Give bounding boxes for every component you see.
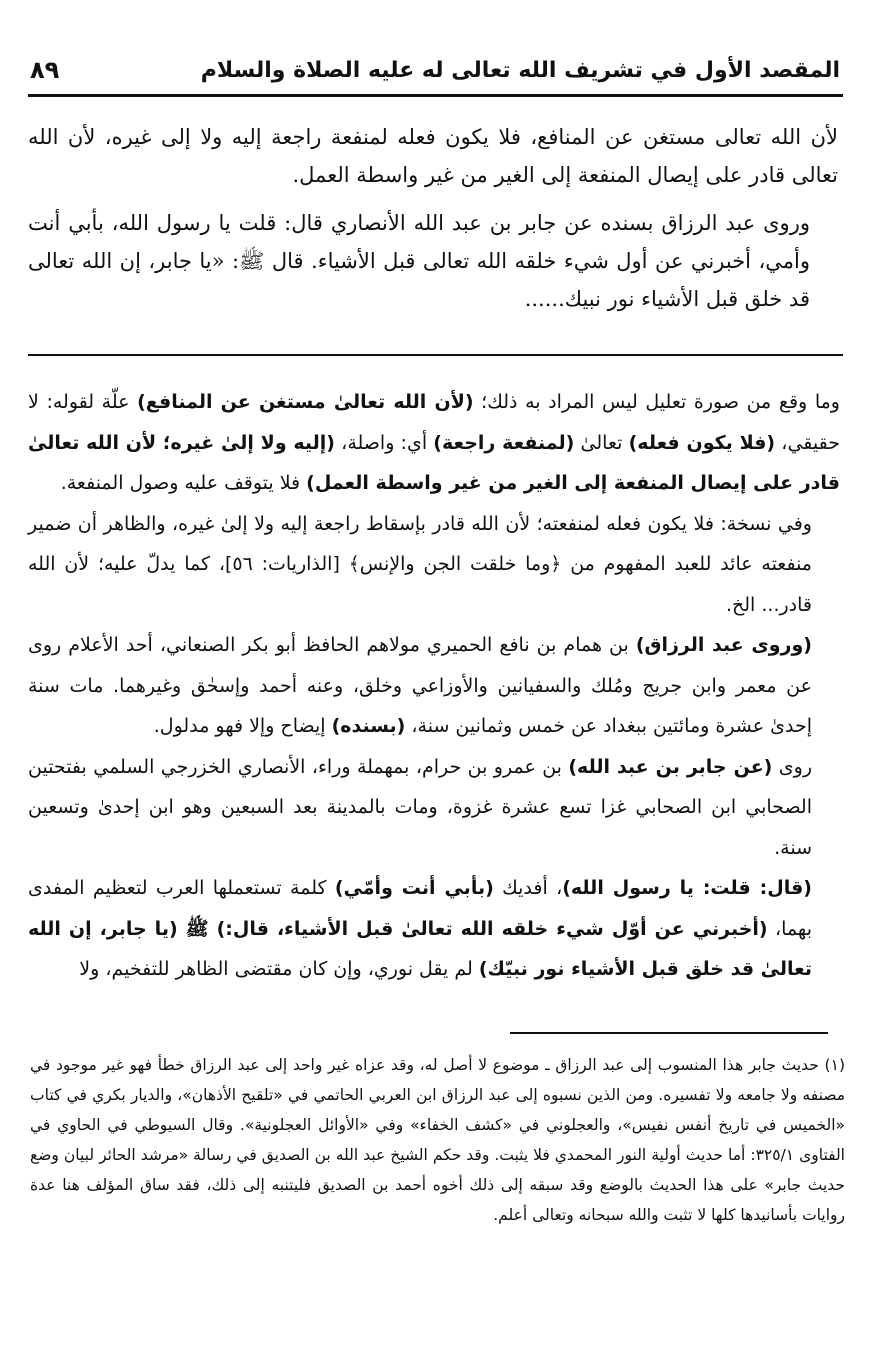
header-divider — [28, 94, 843, 97]
commentary-text-span: كلمة تستعملها العرب لتعظيم المفدى بهما، — [28, 877, 812, 940]
quoted-phrase: (إليه ولا إلىٰ غيره؛ لأن الله تعالىٰ قادر على إيصال المنفعة إلى الغير من غير واسطة العمل) — [28, 431, 840, 494]
main-paragraph-1: لأن الله تعالى مستغن عن المنافع، فلا يكون فعله لمنفعة راجعة إليه ولا إلى غيره، لأن الله تعالى قادر على إيصال المنفعة إلى الغير من غير واسطة العمل. — [28, 125, 838, 187]
quoted-phrase: (بسنده) — [331, 715, 406, 737]
quoted-phrase: (بأبي أنت وأمّي) — [334, 877, 494, 899]
commentary-text-span: أي: واصلة، — [335, 431, 434, 454]
quoted-phrase: (فلا يكون فعله) — [628, 431, 776, 454]
quoted-phrase: (أخبرني عن أوّل شيء خلقه الله تعالىٰ قبل الأشياء، قال:) ﷺ (يا جابر، إن الله تعالىٰ قد خلق قبل الأشياء نور نبيّك) — [28, 917, 812, 980]
commentary-text-span: ، أفديك — [493, 877, 563, 899]
page-header — [30, 48, 840, 92]
commentary-text-span: علّة لقوله: لا حقيقي، — [28, 391, 840, 454]
footnote-text: (١) حديث جابر هذا المنسوب إلى عبد الرزاق ـ موضوع لا أصل له، وقد عزاه غير واحد إلى عبد الرزاق خطأ فهو غير موجود في مصنفه ولا جامعه ولا تفسيره. ومن الذين نسبوه إلى عبد الرزاق ابن العربي الحاتمي في «تلقيح الأذهان»، والديار بكري في كتاب «الخميس في تاريخ أنفس نفيس»، والعجلوني في «كشف الخفاء» وفي «الأوائل العجلونية». وقال السيوطي في الحاوي في الفتاوى ٣٢٥/١: أما حديث أولية النور المحمدي فلا يثبت. وقد حكم الشيخ عبد الله بن الصديق في رسالة «مرشد الحائر لبيان وضع حديث جابر» على هذا الحديث بالوضع وقد سبقه إلى ذلك أخوه أحمد بن الصديق فليتنبه إلى ذلك، فقد ساق المؤلف هنا عدة روايات بأسانيدها كلها لا تثبت والله سبحانه وتعالى أعلم. — [30, 1056, 845, 1224]
quoted-phrase: (لمنفعة راجعة) — [433, 431, 575, 454]
footnote-divider — [510, 1032, 828, 1034]
commentary-paragraph-4 — [28, 747, 840, 869]
commentary-text-span: لم يقل نوري، وإن كان مقتضى الظاهر للتفخيم، ولا — [79, 958, 479, 980]
main-text — [28, 118, 838, 328]
commentary-text-span: بن عمرو بن حرام، بمهملة وراء، الأنصاري الخزرجي السلمي بفتحتين الصحابي ابن الصحابي غزا تسع عشرة غزوة، ومات بالمدينة بعد السبعين وهو ابن إحدىٰ وتسعين سنة. — [28, 755, 812, 859]
commentary-text-span: بن همام بن نافع الحميري مولاهم الحافظ أبو بكر الصنعاني، أحد الأعلام روى عن معمر وابن جريج ومُلك والسفيانين والأوزاعي وخلق، وعنه أحمد وإسحٰق وغيرهما. مات سنة إحدىٰ عشرة ومائتين ببغداد عن خمس وثمانين سنة، — [28, 634, 812, 737]
commentary-paragraph-5 — [28, 868, 840, 990]
main-paragraph-2: وروى عبد الرزاق بسنده عن جابر بن عبد الله الأنصاري قال: قلت يا رسول الله، بأبي أنت وأمي، أخبرني عن أول شيء خلقه الله تعالى قبل الأشياء. قال ﷺ: «يا جابر، إن الله تعالى قد خلق قبل الأشياء نور نبيك...... — [28, 211, 810, 311]
commentary-divider — [28, 354, 843, 356]
commentary-text-span: روى — [772, 755, 813, 778]
quoted-phrase: (قال: قلت: يا رسول الله) — [562, 877, 812, 899]
commentary-text-span: تعالىٰ — [574, 431, 629, 454]
commentary-text — [28, 382, 840, 990]
commentary-text-span: وما وقع من صورة تعليل ليس المراد به ذلك؛ — [473, 391, 840, 413]
commentary-paragraph-1 — [28, 382, 840, 504]
commentary-text-span: إيضاح وإلا فهو مدلول. — [153, 715, 332, 737]
commentary-text-span: فلا يتوقف عليه وصول المنفعة. — [60, 472, 307, 494]
commentary-paragraph-2: وفي نسخة: فلا يكون فعله لمنفعته؛ لأن الله قادر بإسقاط راجعة إليه ولا إلىٰ غيره، والظاهر أن ضمير منفعته عائد للعبد المفهوم من ﴿وما خلقت الجن والإنس﴾ [الذاريات: ٥٦]، كما يدلّ عليه؛ لأن الله قادر... الخ. — [28, 512, 812, 616]
quoted-phrase: (وروى عبد الرزاق) — [635, 634, 812, 656]
page-number: ٨٩ — [30, 56, 60, 84]
quoted-phrase: (لأن الله تعالىٰ مستغن عن المنافع) — [137, 391, 474, 413]
commentary-paragraph-3 — [28, 625, 840, 747]
quoted-phrase: (عن جابر بن عبد الله) — [568, 755, 773, 778]
footnote — [30, 1050, 845, 1230]
running-title: المقصد الأول في تشريف الله تعالى له عليه الصلاة والسلام — [200, 57, 840, 83]
